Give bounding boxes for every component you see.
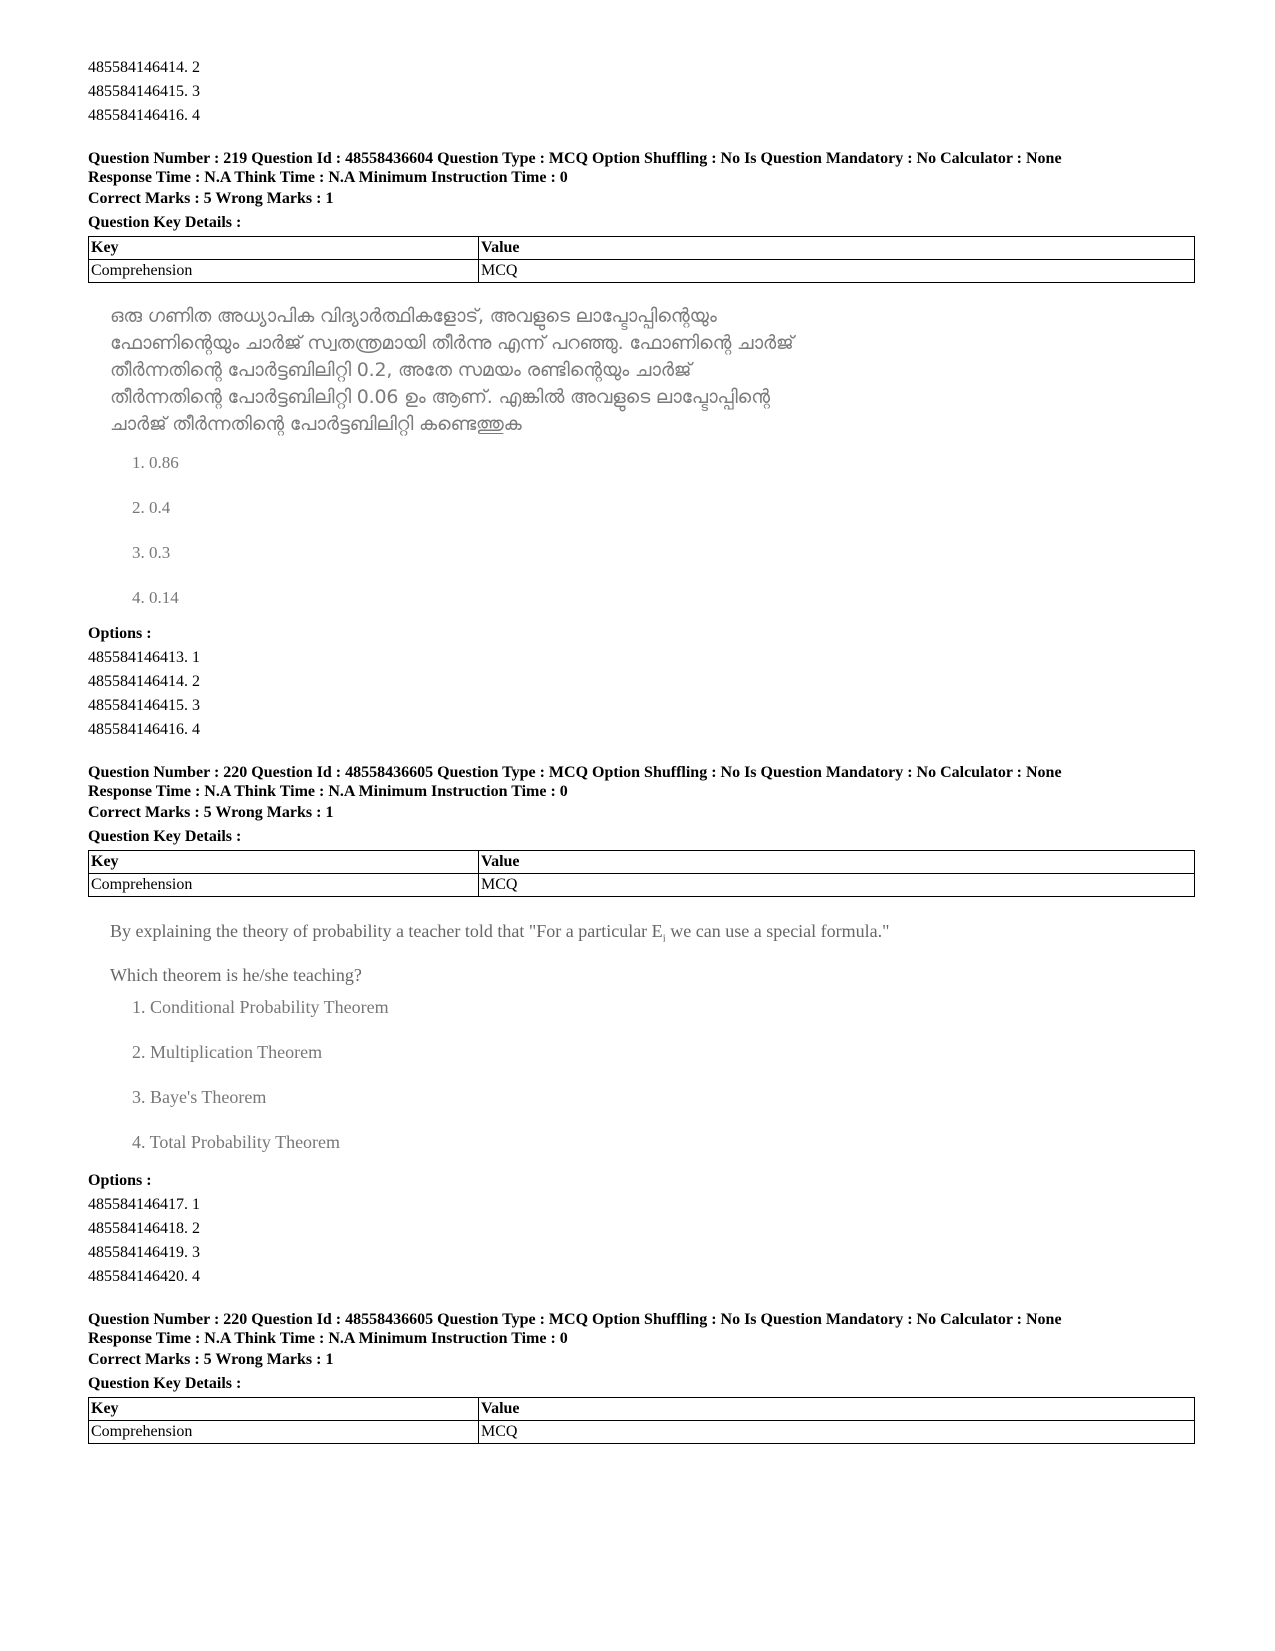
key-details-table [88, 236, 1195, 283]
value-cell: MCQ [479, 260, 1195, 283]
table-header-row [89, 1398, 1195, 1421]
choice-item: 2. 0.4 [132, 498, 171, 517]
option-id: 485584146417. 1 [88, 1196, 200, 1213]
option-id: 485584146413. 1 [88, 649, 200, 666]
question-marks: Correct Marks : 5 Wrong Marks : 1 [88, 1351, 334, 1368]
key-details-label: Question Key Details : [88, 214, 242, 231]
choice-item: 1. 0.86 [132, 453, 179, 472]
key-cell: Comprehension [89, 874, 479, 897]
option-id: 485584146414. 2 [88, 673, 200, 690]
option-id: 485584146414. 2 [88, 59, 200, 76]
question-marks: Correct Marks : 5 Wrong Marks : 1 [88, 804, 334, 821]
value-header: Value [479, 237, 1195, 260]
value-cell: MCQ [479, 874, 1195, 897]
option-id: 485584146415. 3 [88, 697, 200, 714]
key-cell: Comprehension [89, 260, 479, 283]
key-details-table [88, 1397, 1195, 1444]
table-header-row [89, 237, 1195, 260]
value-cell: MCQ [479, 1421, 1195, 1444]
question-header: Question Number : 220 Question Id : 48558436605 Question Type : MCQ Option Shuffling : No Is Question Mandatory : No Calculator : None [88, 764, 1062, 781]
option-id: 485584146418. 2 [88, 1220, 200, 1237]
value-header: Value [479, 851, 1195, 874]
choice-item: 3. Baye's Theorem [132, 1087, 267, 1107]
choice-item: 3. 0.3 [132, 543, 171, 562]
previous-options-list [88, 56, 1198, 128]
question-block-219 [88, 149, 1198, 742]
options-label: Options : [88, 625, 152, 642]
option-id: 485584146416. 4 [88, 721, 200, 738]
choice-item: 4. 0.14 [132, 588, 179, 607]
choice-item: 2. Multiplication Theorem [132, 1042, 323, 1062]
question-prompt: Which theorem is he/she teaching? [110, 965, 362, 985]
question-line: ചാർജ് തീർന്നതിന്റെ പോർട്ടബിലിറ്റി കണ്ടെത്തുക [110, 413, 522, 435]
question-block-220-repeat [88, 1310, 1198, 1444]
table-row [89, 1421, 1195, 1444]
option-id: 485584146415. 3 [88, 83, 200, 100]
choice-list [88, 985, 1198, 1165]
question-header: Question Number : 219 Question Id : 48558436604 Question Type : MCQ Option Shuffling : No Is Question Mandatory : No Calculator : None [88, 150, 1062, 167]
question-line: തീർന്നതിന്റെ പോർട്ടബിലിറ്റി 0.2, അതേ സമയം രണ്ടിന്റെയും ചാർജ് [110, 359, 692, 381]
key-header: Key [89, 1398, 479, 1421]
question-line: തീർന്നതിന്റെ പോർട്ടബിലിറ്റി 0.06 ഉം ആണ്. എങ്കിൽ അവളുടെ ലാപ്ടോപ്പിന്റെ [110, 386, 770, 408]
table-row [89, 874, 1195, 897]
question-marks: Correct Marks : 5 Wrong Marks : 1 [88, 190, 334, 207]
choice-item: 4. Total Probability Theorem [132, 1132, 341, 1152]
choice-item: 1. Conditional Probability Theorem [132, 997, 389, 1017]
table-row [89, 260, 1195, 283]
question-line: ഒരു ഗണിത അധ്യാപിക വിദ്യാർത്ഥികളോട്, അവളുടെ ലാപ്ടോപ്പിന്റെയും [110, 305, 717, 327]
key-cell: Comprehension [89, 1421, 479, 1444]
question-text: By explaining the theory of probability a teacher told that "For a particular $E_i$ we can use a special formula." [110, 921, 890, 945]
key-details-table [88, 850, 1195, 897]
key-details-label: Question Key Details : [88, 828, 242, 845]
key-header: Key [89, 851, 479, 874]
document-page [88, 56, 1198, 1444]
question-line: ഫോണിന്റെയും ചാർജ് സ്വതന്ത്രമായി തീർന്നു എന്ന് പറഞ്ഞു. ഫോണിന്റെ ചാർജ് [110, 332, 794, 354]
question-timing: Response Time : N.A Think Time : N.A Minimum Instruction Time : 0 [88, 1330, 568, 1347]
question-block-220 [88, 763, 1198, 1289]
options-label: Options : [88, 1172, 152, 1189]
key-details-label: Question Key Details : [88, 1375, 242, 1392]
question-header: Question Number : 220 Question Id : 48558436605 Question Type : MCQ Option Shuffling : No Is Question Mandatory : No Calculator : None [88, 1311, 1062, 1328]
option-id: 485584146419. 3 [88, 1244, 200, 1261]
question-timing: Response Time : N.A Think Time : N.A Minimum Instruction Time : 0 [88, 169, 568, 186]
choice-list [88, 440, 1198, 620]
option-id: 485584146420. 4 [88, 1268, 200, 1285]
question-text-image [110, 303, 1198, 438]
option-id: 485584146416. 4 [88, 107, 200, 124]
value-header: Value [479, 1398, 1195, 1421]
table-header-row [89, 851, 1195, 874]
question-timing: Response Time : N.A Think Time : N.A Minimum Instruction Time : 0 [88, 783, 568, 800]
key-header: Key [89, 237, 479, 260]
